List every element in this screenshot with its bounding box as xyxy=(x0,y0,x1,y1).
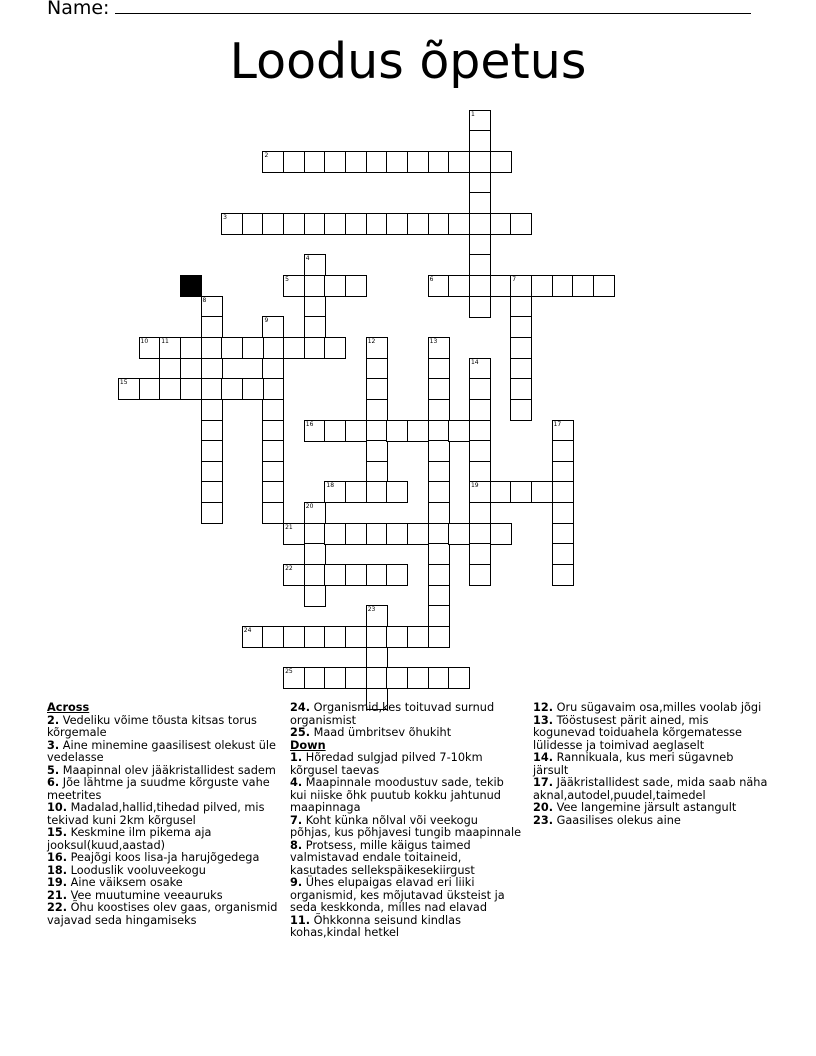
grid-cell[interactable] xyxy=(428,440,450,462)
grid-cell[interactable] xyxy=(552,564,574,586)
clue-text: Madalad,hallid,tihedad pilved, mis tekivad kuni 2km kõrgusel xyxy=(47,801,265,827)
clue-number: 4. xyxy=(290,776,303,789)
clue-number: 16 xyxy=(305,420,314,428)
grid-cell[interactable] xyxy=(345,481,367,503)
grid-cell[interactable] xyxy=(448,151,470,173)
grid-cell[interactable] xyxy=(366,564,388,586)
grid-cell[interactable] xyxy=(262,378,284,400)
grid-cell[interactable] xyxy=(469,130,491,152)
grid-cell[interactable] xyxy=(552,461,574,483)
clue-number: 14. xyxy=(533,751,554,764)
across-heading: Across xyxy=(47,701,90,714)
grid-cell[interactable] xyxy=(469,420,491,442)
grid-cell[interactable] xyxy=(428,605,450,627)
grid-cell[interactable] xyxy=(552,420,574,442)
grid-cell[interactable] xyxy=(304,275,326,297)
clue-number: 13 xyxy=(429,337,438,345)
grid-cell[interactable] xyxy=(386,667,408,689)
grid-cell[interactable] xyxy=(428,543,450,565)
grid-cell[interactable] xyxy=(201,358,223,380)
grid-cell[interactable] xyxy=(366,523,388,545)
grid-cell[interactable] xyxy=(201,461,223,483)
grid-cell[interactable] xyxy=(345,564,367,586)
grid-cell[interactable] xyxy=(407,151,429,173)
grid-cell[interactable] xyxy=(201,316,223,338)
grid-cell[interactable] xyxy=(262,481,284,503)
clue-number: 15 xyxy=(119,379,128,387)
clue-number: 12 xyxy=(367,337,376,345)
grid-cell[interactable] xyxy=(221,337,243,359)
grid-cell[interactable] xyxy=(428,564,450,586)
grid-cell[interactable] xyxy=(345,523,367,545)
clue-text: Peajõgi koos lisa-ja harujõgedega xyxy=(70,851,260,864)
grid-cell[interactable] xyxy=(469,213,491,235)
grid-cell[interactable] xyxy=(324,667,346,689)
grid-cell[interactable] xyxy=(262,399,284,421)
grid-cell[interactable] xyxy=(490,151,512,173)
grid-cell[interactable] xyxy=(386,626,408,648)
grid-cell[interactable] xyxy=(428,502,450,524)
page-title: Loodus õpetus xyxy=(229,33,587,90)
clue-number: 22 xyxy=(285,565,293,573)
grid-cell[interactable] xyxy=(366,337,388,359)
grid-cell[interactable] xyxy=(324,337,346,359)
clue-text: Vedeliku võime tõusta kitsas torus kõrgemale xyxy=(47,713,257,739)
grid-cell[interactable] xyxy=(262,461,284,483)
clue-text: Jõe lähtme ja suudme kõrguste vahe meetrites xyxy=(47,776,270,802)
down-clue xyxy=(533,752,768,777)
grid-cell[interactable] xyxy=(469,461,491,483)
clue-text: Rannikuala, kus meri sügavneb järsult xyxy=(533,751,734,777)
clue-number: 2. xyxy=(47,713,60,727)
grid-cell[interactable] xyxy=(262,358,284,380)
clues-column-2 xyxy=(290,702,522,940)
grid-cell[interactable] xyxy=(386,151,408,173)
clue-number: 11. xyxy=(290,913,311,927)
grid-cell[interactable] xyxy=(510,275,532,297)
grid-cell[interactable] xyxy=(366,213,388,235)
grid-cell[interactable] xyxy=(159,358,181,380)
grid-cell[interactable] xyxy=(448,213,470,235)
grid-cell[interactable] xyxy=(407,626,429,648)
clue-number: 18. xyxy=(47,863,68,877)
grid-cell[interactable] xyxy=(304,213,326,235)
clue-number: 5 xyxy=(285,275,289,283)
grid-cell[interactable] xyxy=(242,213,264,235)
clue-text: Oru sügavaim osa,milles voolab jõgi xyxy=(556,701,762,714)
grid-cell[interactable] xyxy=(262,316,284,338)
clue-number: 20 xyxy=(305,503,314,511)
grid-cell[interactable] xyxy=(345,151,367,173)
grid-cell[interactable] xyxy=(366,647,388,669)
clue-number: 9. xyxy=(290,876,303,889)
grid-cell[interactable] xyxy=(366,667,388,689)
grid-cell[interactable] xyxy=(386,523,408,545)
grid-cell[interactable] xyxy=(345,420,367,442)
grid-cell[interactable] xyxy=(262,151,284,173)
grid-cell[interactable] xyxy=(428,420,450,442)
grid-cell[interactable] xyxy=(159,378,181,400)
grid-cell[interactable] xyxy=(593,275,615,297)
clue-text: Protsess, mille käigus taimed valmistavad endale toitaineid, kasutades sellekspäikesekiirgust xyxy=(290,838,475,877)
across-clue xyxy=(47,827,279,852)
grid-cell[interactable] xyxy=(428,399,450,421)
across-clue xyxy=(47,715,279,740)
grid-cell[interactable] xyxy=(242,337,264,359)
grid-cell[interactable] xyxy=(345,275,367,297)
clues-column-1 xyxy=(47,702,279,927)
grid-cell[interactable] xyxy=(262,213,284,235)
grid-cell[interactable] xyxy=(242,626,264,648)
grid-cell[interactable] xyxy=(201,420,223,442)
clue-text: Õhkkonna seisund kindlas kohas,kindal hetkel xyxy=(290,913,461,939)
grid-cell[interactable] xyxy=(448,420,470,442)
across-clue xyxy=(290,702,522,727)
blocked-cell xyxy=(180,275,202,297)
grid-cell[interactable] xyxy=(159,337,181,359)
across-clue xyxy=(47,777,279,802)
clue-text: Tööstusest pärit ained, mis kogunevad toiduahela kõrgematesse lülidesse ja toimivad aeglaselt xyxy=(533,713,743,752)
grid-cell[interactable] xyxy=(510,316,532,338)
grid-cell[interactable] xyxy=(469,481,491,503)
grid-cell[interactable] xyxy=(572,275,594,297)
grid-cell[interactable] xyxy=(366,151,388,173)
grid-cell[interactable] xyxy=(448,667,470,689)
grid-cell[interactable] xyxy=(428,358,450,380)
grid-cell[interactable] xyxy=(283,213,305,235)
grid-cell[interactable] xyxy=(407,420,429,442)
down-clue xyxy=(290,840,522,878)
grid-cell[interactable] xyxy=(552,275,574,297)
grid-cell[interactable] xyxy=(324,626,346,648)
grid-cell[interactable] xyxy=(407,523,429,545)
clue-number: 4 xyxy=(305,255,310,263)
grid-cell[interactable] xyxy=(428,378,450,400)
grid-cell[interactable] xyxy=(469,502,491,524)
clue-number: 21 xyxy=(285,523,293,531)
grid-cell[interactable] xyxy=(407,213,429,235)
grid-cell[interactable] xyxy=(428,523,450,545)
grid-cell[interactable] xyxy=(552,523,574,545)
clue-number: 9 xyxy=(264,317,269,325)
clue-number: 16. xyxy=(47,851,68,864)
clue-number: 15. xyxy=(47,826,68,839)
grid-cell[interactable] xyxy=(490,523,512,545)
grid-cell[interactable] xyxy=(386,481,408,503)
clue-text: Maapinnal olev jääkristallidest sadem xyxy=(62,763,276,777)
grid-cell[interactable] xyxy=(448,275,470,297)
grid-cell[interactable] xyxy=(324,275,346,297)
grid-cell[interactable] xyxy=(304,523,326,545)
clue-text: Ühes elupaigas elavad eri liiki organismid, kes mõjutavad üksteist ja seda keskkonda, milles nad elavad xyxy=(290,876,505,914)
grid-cell[interactable] xyxy=(345,667,367,689)
grid-cell[interactable] xyxy=(283,275,305,297)
grid-cell[interactable] xyxy=(552,543,574,565)
grid-cell[interactable] xyxy=(366,440,388,462)
clue-number: 23. xyxy=(533,813,554,827)
grid-cell[interactable] xyxy=(324,213,346,235)
grid-cell[interactable] xyxy=(262,502,284,524)
grid-cell[interactable] xyxy=(510,481,532,503)
clue-text: Jääkristallidest sade, mida saab näha aknal,autodel,puudel,taimedel xyxy=(533,776,768,802)
grid-cell[interactable] xyxy=(469,543,491,565)
grid-cell[interactable] xyxy=(304,626,326,648)
grid-cell[interactable] xyxy=(469,358,491,380)
clue-number: 25 xyxy=(285,668,293,676)
grid-cell[interactable] xyxy=(510,213,532,235)
grid-cell[interactable] xyxy=(324,151,346,173)
grid-cell[interactable] xyxy=(510,337,532,359)
grid-cell[interactable] xyxy=(531,275,553,297)
down-clue xyxy=(533,815,768,828)
grid-cell[interactable] xyxy=(324,420,346,442)
down-clue xyxy=(533,715,768,753)
grid-cell[interactable] xyxy=(283,626,305,648)
clue-number: 23 xyxy=(367,606,376,614)
grid-cell[interactable] xyxy=(221,378,243,400)
clue-text: Maapinnale moodustuv sade, tekib kui niiske õhk puutub kokku jahtunud maapinnaga xyxy=(290,776,504,814)
grid-cell[interactable] xyxy=(324,481,346,503)
clue-number: 21. xyxy=(47,888,68,902)
grid-cell[interactable] xyxy=(428,626,450,648)
grid-cell[interactable] xyxy=(304,151,326,173)
grid-cell[interactable] xyxy=(304,337,326,359)
grid-cell[interactable] xyxy=(469,234,491,256)
clue-number: 10 xyxy=(140,337,149,345)
grid-cell[interactable] xyxy=(304,316,326,338)
clue-text: Aine minemine gaasilisest olekust üle vedelasse xyxy=(47,738,276,764)
grid-cell[interactable] xyxy=(469,564,491,586)
grid-cell[interactable] xyxy=(366,399,388,421)
grid-cell[interactable] xyxy=(469,254,491,276)
clue-number: 24. xyxy=(290,701,311,714)
grid-cell[interactable] xyxy=(304,564,326,586)
grid-cell[interactable] xyxy=(242,378,264,400)
grid-cell[interactable] xyxy=(428,481,450,503)
clue-text: Gaasilises olekus aine xyxy=(556,813,681,827)
grid-cell[interactable] xyxy=(180,337,202,359)
down-clue xyxy=(290,877,522,915)
grid-cell[interactable] xyxy=(428,337,450,359)
clue-number: 6. xyxy=(47,776,60,789)
grid-cell[interactable] xyxy=(386,564,408,586)
grid-cell[interactable] xyxy=(283,337,305,359)
grid-cell[interactable] xyxy=(262,440,284,462)
clue-text: Organismid,kes toituvad surnud organismist xyxy=(290,701,495,727)
grid-cell[interactable] xyxy=(221,213,243,235)
grid-cell[interactable] xyxy=(366,358,388,380)
clue-number: 25. xyxy=(290,726,311,739)
name-label: Name: xyxy=(47,0,110,19)
grid-cell[interactable] xyxy=(304,667,326,689)
grid-cell[interactable] xyxy=(469,192,491,214)
grid-cell[interactable] xyxy=(386,420,408,442)
grid-cell[interactable] xyxy=(531,481,553,503)
grid-cell[interactable] xyxy=(469,172,491,194)
clue-number: 19. xyxy=(47,876,68,889)
clues-column-3 xyxy=(533,702,768,827)
grid-cell[interactable] xyxy=(283,564,305,586)
grid-cell[interactable] xyxy=(283,523,305,545)
grid-cell[interactable] xyxy=(366,378,388,400)
clue-number: 8. xyxy=(290,838,303,852)
clue-text: Keskmine ilm pikema aja jooksul(kuud,aastad) xyxy=(47,826,212,852)
grid-cell[interactable] xyxy=(304,502,326,524)
grid-cell[interactable] xyxy=(201,440,223,462)
grid-cell[interactable] xyxy=(283,151,305,173)
clue-number: 2 xyxy=(264,152,269,160)
clue-text: Koht künka nõlval või veekogu põhjas, kus põhjavesi tungib maapinnale xyxy=(290,813,522,839)
grid-cell[interactable] xyxy=(139,337,161,359)
grid-cell[interactable] xyxy=(345,213,367,235)
grid-cell[interactable] xyxy=(201,296,223,318)
clue-number: 24 xyxy=(243,627,252,634)
clue-number: 12. xyxy=(533,701,554,714)
clue-number: 3. xyxy=(47,738,60,752)
clue-text: Aine väiksem osake xyxy=(70,876,183,889)
across-clue xyxy=(290,727,522,740)
grid-cell[interactable] xyxy=(428,151,450,173)
grid-cell[interactable] xyxy=(490,213,512,235)
grid-cell[interactable] xyxy=(304,420,326,442)
down-clue xyxy=(290,815,522,840)
grid-cell[interactable] xyxy=(428,275,450,297)
grid-cell[interactable] xyxy=(118,378,140,400)
down-clue xyxy=(533,777,768,802)
grid-cell[interactable] xyxy=(469,440,491,462)
clue-text: Õhu koostises olev gaas, organismid vajavad seda hingamiseks xyxy=(47,901,278,927)
down-clue xyxy=(290,777,522,815)
across-clue xyxy=(47,902,279,927)
grid-cell[interactable] xyxy=(469,523,491,545)
grid-cell[interactable] xyxy=(428,461,450,483)
clue-text: Hõredad sulgjad pilved 7-10km kõrgusel taevas xyxy=(290,751,483,777)
clue-number: 22. xyxy=(47,901,68,914)
grid-cell[interactable] xyxy=(304,254,326,276)
grid-cell[interactable] xyxy=(201,337,223,359)
grid-cell[interactable] xyxy=(469,296,491,318)
grid-cell[interactable] xyxy=(324,523,346,545)
grid-cell[interactable] xyxy=(510,296,532,318)
clue-number: 11 xyxy=(161,337,169,345)
grid-cell[interactable] xyxy=(304,585,326,607)
clue-number: 7. xyxy=(290,813,303,827)
down-clue xyxy=(290,752,522,777)
clue-number: 5. xyxy=(47,763,60,777)
grid-cell[interactable] xyxy=(366,626,388,648)
clue-text: Vee muutumine veeauruks xyxy=(70,888,223,902)
clue-number: 3 xyxy=(223,214,227,221)
grid-cell[interactable] xyxy=(469,151,491,173)
clue-number: 17. xyxy=(533,776,554,789)
across-clue xyxy=(47,740,279,765)
grid-cell[interactable] xyxy=(201,481,223,503)
clue-number: 19 xyxy=(470,482,479,490)
grid-cell[interactable] xyxy=(386,213,408,235)
grid-cell[interactable] xyxy=(448,523,470,545)
grid-cell[interactable] xyxy=(469,275,491,297)
clue-number: 13. xyxy=(533,713,554,727)
across-clue xyxy=(47,802,279,827)
grid-cell[interactable] xyxy=(304,543,326,565)
grid-cell[interactable] xyxy=(469,110,491,132)
grid-cell[interactable] xyxy=(552,440,574,462)
grid-cell[interactable] xyxy=(201,378,223,400)
grid-cell[interactable] xyxy=(262,626,284,648)
grid-cell[interactable] xyxy=(552,481,574,503)
grid-cell[interactable] xyxy=(324,564,346,586)
clue-number: 1. xyxy=(290,751,303,764)
grid-cell[interactable] xyxy=(180,378,202,400)
clue-number: 14 xyxy=(470,358,479,366)
clue-number: 17 xyxy=(553,420,562,428)
down-heading: Down xyxy=(290,738,326,752)
grid-cell[interactable] xyxy=(510,378,532,400)
clue-text: Looduslik vooluveekogu xyxy=(70,863,206,877)
clue-number: 1 xyxy=(470,110,475,118)
grid-cell[interactable] xyxy=(510,399,532,421)
grid-cell[interactable] xyxy=(283,667,305,689)
grid-cell[interactable] xyxy=(428,667,450,689)
grid-cell[interactable] xyxy=(262,420,284,442)
grid-cell[interactable] xyxy=(552,502,574,524)
grid-cell[interactable] xyxy=(366,481,388,503)
grid-cell[interactable] xyxy=(366,461,388,483)
grid-cell[interactable] xyxy=(490,481,512,503)
grid-cell[interactable] xyxy=(201,399,223,421)
grid-cell[interactable] xyxy=(139,378,161,400)
grid-cell[interactable] xyxy=(490,275,512,297)
down-clue xyxy=(290,915,522,940)
grid-cell[interactable] xyxy=(428,213,450,235)
clue-number: 8 xyxy=(202,296,207,304)
grid-cell[interactable] xyxy=(366,420,388,442)
clue-number: 6 xyxy=(429,275,434,283)
grid-cell[interactable] xyxy=(366,605,388,627)
clue-text: Maad ümbritsev õhukiht xyxy=(313,726,452,739)
grid-cell[interactable] xyxy=(304,296,326,318)
grid-cell[interactable] xyxy=(407,667,429,689)
grid-cell[interactable] xyxy=(201,502,223,524)
grid-cell[interactable] xyxy=(345,626,367,648)
grid-cell[interactable] xyxy=(469,378,491,400)
clue-number: 7 xyxy=(512,275,517,283)
grid-cell[interactable] xyxy=(262,337,284,359)
grid-cell[interactable] xyxy=(510,358,532,380)
clue-number: 18 xyxy=(326,482,335,490)
grid-cell[interactable] xyxy=(428,585,450,607)
grid-cell[interactable] xyxy=(469,399,491,421)
clue-number: 20. xyxy=(533,801,554,814)
clue-number: 10. xyxy=(47,801,68,814)
clue-text: Vee langemine järsult astangult xyxy=(556,801,737,814)
